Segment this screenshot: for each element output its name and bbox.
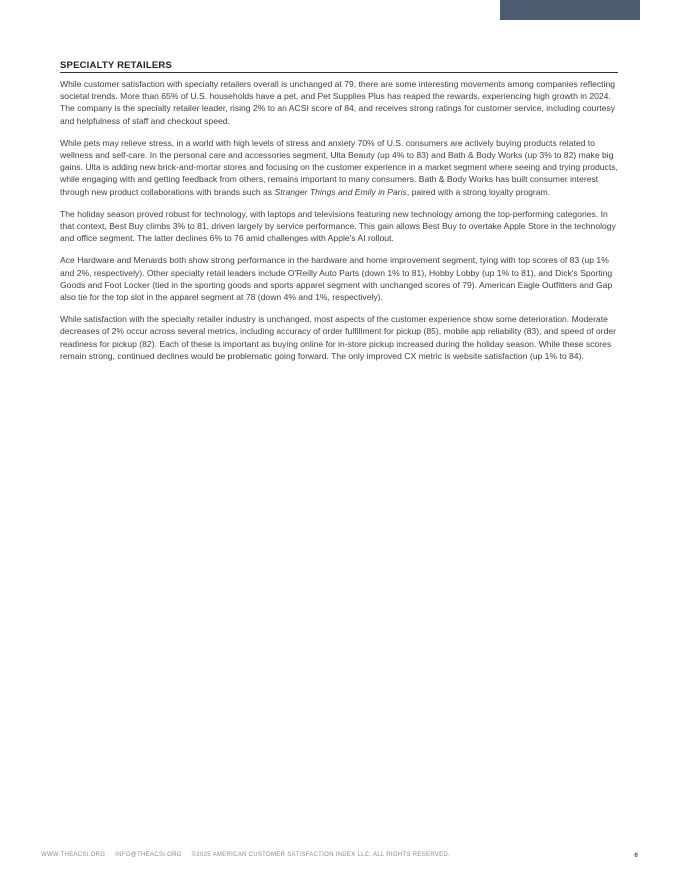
paragraph-2-text-after: , paired with a strong loyalty program.: [406, 186, 551, 197]
paragraph-3: The holiday season proved robust for technology, with laptops and televisions featuring new technology among the top-performing categories. In that context, Best Buy climbs 3% to 81, driven largely by service performance. This gain allows Best Buy to overtake Apple Store in the technology and office segment. The latter declines 6% to 76 amid challenges with Apple's AI rollout.: [60, 208, 616, 244]
page-number: 6: [634, 852, 638, 859]
header-tab-bar: [500, 0, 640, 20]
article-body: [60, 60, 618, 372]
paragraph-2-italic: Stranger Things and Emily in Paris: [274, 186, 407, 197]
footer-website-link[interactable]: WWW.THEACSI.ORG: [41, 852, 106, 858]
footer-email-link[interactable]: INFO@THEACSI.ORG: [115, 852, 182, 858]
paragraph-5: While satisfaction with the specialty retailer industry is unchanged, most aspects of the customer experience show some deterioration. Moderate decreases of 2% occur across several metrics, including accuracy of order fulfillment for pickup (85), mobile app reliability (83), and speed of order readiness for pickup (82). Each of these is important as buying online for in-store pickup increased during the holiday season. While these scores remain strong, continued declines would be problematic going forward. The only improved CX metric is website satisfaction (up 1% to 84).: [60, 314, 616, 361]
paragraph-2: [60, 137, 618, 198]
section-heading: SPECIALTY RETAILERS: [60, 60, 618, 73]
page-footer: [41, 852, 639, 858]
paragraph-2-text-before: While pets may relieve stress, in a world with high levels of stress and anxiety 70% of U.S. consumers are actively buying products related to wellness and self-care. In the personal care and accessories segment, Ulta Beauty (up 4% to 83) and Bath & Body Works (up 3% to 82) make big gains. Ulta is adding new brick-and-mortar stores and focusing on the customer experience in a market segment where seeing and trying products, while engaging with and getting feedback from others, remains important to many consumers. Bath & Body Works has built consumer interest through new product collaborations with brands such as: [60, 137, 618, 197]
paragraph-1: While customer satisfaction with specialty retailers overall is unchanged at 79, there are some interesting movements among companies reflecting societal trends. More than 65% of U.S. households have a pet, and Pet Supplies Plus has reaped the rewards, experiencing high growth in 2024. The company is the specialty retailer leader, rising 2% to an ACSI score of 84, and receives strong ratings for customer service, including courtesy and helpfulness of staff and checkout speed.: [60, 79, 616, 126]
paragraph-4: Ace Hardware and Menards both show strong performance in the hardware and home improvement segment, tying with top scores of 83 (up 1% and 2%, respectively). Other specialty retail leaders include O'Reilly Auto Parts (down 1% to 81), Hobby Lobby (up 1% to 81), and Dick's Sporting Goods and Foot Locker (tied in the sporting goods and sports apparel segment with unchanged scores of 79). American Eagle Outfitters and Gap also tie for the top slot in the apparel segment at 78 (down 4% and 1%, respectively).: [60, 255, 613, 303]
footer-copyright: ©2025 AMERICAN CUSTOMER SATISFACTION INDEX LLC. ALL RIGHTS RESERVED.: [191, 852, 450, 858]
